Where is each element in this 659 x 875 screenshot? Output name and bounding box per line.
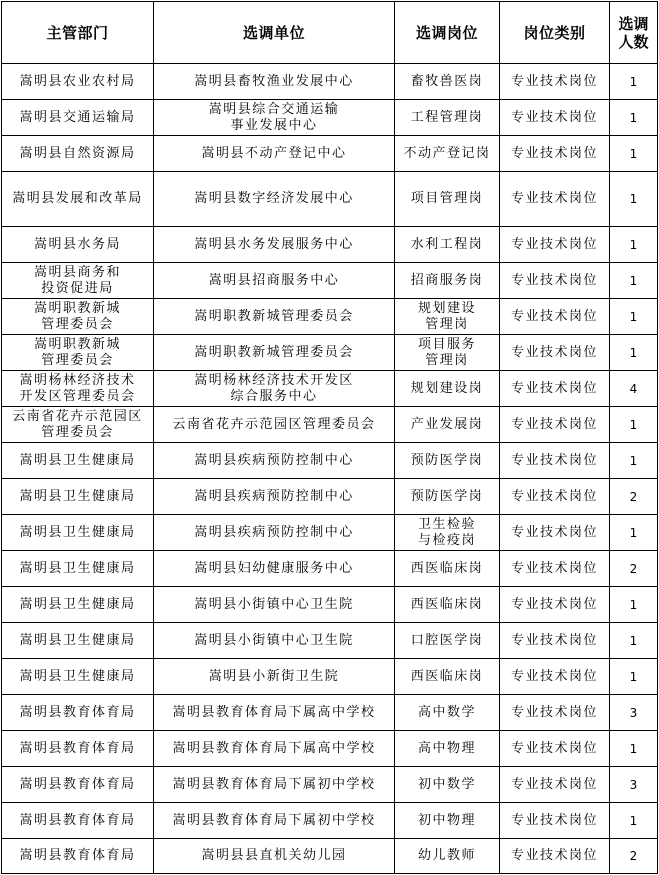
cell-unit	[154, 299, 395, 335]
cell-position-line: 预防医学岗	[410, 452, 484, 468]
table-row	[2, 227, 658, 263]
cell-department	[2, 515, 154, 551]
table-row	[2, 371, 658, 407]
table-row	[2, 659, 658, 695]
cell-position	[395, 803, 500, 839]
cell-count: 2	[610, 839, 658, 874]
cell-department-line: 嵩明县教育体育局	[19, 848, 136, 863]
cell-position-line: 管理岗	[425, 352, 469, 368]
cell-category: 专业技术岗位	[500, 551, 610, 587]
cell-position	[395, 551, 500, 587]
cell-unit	[154, 731, 395, 767]
cell-position	[395, 136, 500, 172]
cell-unit-line: 综合服务中心	[230, 388, 318, 404]
cell-unit	[154, 172, 395, 227]
cell-department-line: 嵩明县教育体育局	[19, 812, 136, 828]
cell-position	[395, 695, 500, 731]
cell-position-line: 规划建设	[417, 300, 476, 316]
header-row	[2, 2, 658, 64]
cell-department-line: 嵩明县教育体育局	[19, 776, 136, 792]
cell-department	[2, 227, 154, 263]
cell-department	[2, 551, 154, 587]
cell-department	[2, 407, 154, 443]
cell-department-line: 管理委员会	[41, 316, 114, 332]
cell-unit	[154, 803, 395, 839]
cell-position	[395, 587, 500, 623]
cell-unit-line: 嵩明县小新街卫生院	[208, 668, 340, 684]
cell-position	[395, 731, 500, 767]
cell-position	[395, 172, 500, 227]
cell-unit	[154, 227, 395, 263]
cell-unit	[154, 443, 395, 479]
cell-category: 专业技术岗位	[500, 64, 610, 100]
cell-position-line: 招商服务岗	[410, 272, 484, 288]
cell-category: 专业技术岗位	[500, 587, 610, 623]
cell-position-line: 口腔医学岗	[410, 632, 484, 648]
cell-unit	[154, 587, 395, 623]
cell-department-line: 嵩明县教育体育局	[19, 704, 136, 720]
cell-category: 专业技术岗位	[500, 803, 610, 839]
cell-department	[2, 371, 154, 407]
cell-unit	[154, 623, 395, 659]
cell-count: 1	[610, 587, 658, 623]
cell-category: 专业技术岗位	[500, 767, 610, 803]
cell-count: 1	[610, 407, 658, 443]
cell-unit-line: 嵩明县小街镇中心卫生院	[194, 596, 354, 612]
cell-category: 专业技术岗位	[500, 839, 610, 874]
cell-position	[395, 479, 500, 515]
cell-count: 3	[610, 767, 658, 803]
cell-department-line: 嵩明县教育体育局	[19, 740, 136, 756]
table-row	[2, 479, 658, 515]
recruitment-table	[1, 1, 658, 874]
cell-count: 1	[610, 731, 658, 767]
cell-unit-line: 嵩明杨林经济技术开发区	[194, 372, 354, 388]
cell-unit-line: 嵩明职教新城管理委员会	[194, 308, 354, 324]
cell-position-line: 项目服务	[417, 336, 476, 352]
cell-position	[395, 623, 500, 659]
cell-count: 2	[610, 479, 658, 515]
cell-unit-line: 嵩明县不动产登记中心	[201, 145, 347, 161]
cell-position-line: 项目管理岗	[410, 191, 484, 206]
cell-category: 专业技术岗位	[500, 136, 610, 172]
cell-unit	[154, 64, 395, 100]
header-count-line2: 人数	[618, 32, 649, 51]
cell-unit-line: 嵩明职教新城管理委员会	[194, 344, 354, 360]
table-row	[2, 443, 658, 479]
cell-category: 专业技术岗位	[500, 227, 610, 263]
cell-category: 专业技术岗位	[500, 695, 610, 731]
header-department: 主管部门	[2, 2, 154, 64]
cell-department-line: 投资促进局	[41, 280, 114, 296]
cell-category: 专业技术岗位	[500, 623, 610, 659]
cell-position-line: 产业发展岗	[410, 416, 484, 432]
cell-count: 4	[610, 371, 658, 407]
table-row	[2, 100, 658, 136]
cell-category: 专业技术岗位	[500, 263, 610, 299]
cell-department-line: 嵩明杨林经济技术	[19, 372, 136, 388]
cell-department-line: 嵩明县发展和改革局	[12, 191, 143, 206]
cell-unit-line: 嵩明县水务发展服务中心	[194, 236, 354, 252]
table-row	[2, 623, 658, 659]
cell-count: 1	[610, 136, 658, 172]
cell-count: 3	[610, 695, 658, 731]
cell-unit	[154, 839, 395, 874]
cell-category: 专业技术岗位	[500, 731, 610, 767]
cell-department-line: 嵩明县卫生健康局	[19, 488, 136, 504]
cell-position-line: 初中物理	[417, 812, 476, 828]
table-row	[2, 695, 658, 731]
cell-department	[2, 100, 154, 136]
cell-unit-line: 嵩明县县直机关幼儿园	[201, 848, 347, 863]
cell-position-line: 高中数学	[417, 704, 476, 720]
cell-unit	[154, 695, 395, 731]
cell-position-line: 幼儿教师	[417, 848, 476, 863]
table-row	[2, 64, 658, 100]
cell-department	[2, 443, 154, 479]
cell-department-line: 嵩明县卫生健康局	[19, 632, 136, 648]
cell-position-line: 管理岗	[425, 316, 469, 332]
cell-unit-line: 嵩明县疾病预防控制中心	[194, 524, 354, 540]
table-row	[2, 407, 658, 443]
cell-position	[395, 263, 500, 299]
cell-unit-line: 嵩明县疾病预防控制中心	[194, 452, 354, 468]
cell-unit-line: 嵩明县综合交通运输	[208, 101, 340, 117]
table-row	[2, 335, 658, 371]
cell-count: 1	[610, 803, 658, 839]
cell-unit-line: 嵩明县数字经济发展中心	[194, 191, 354, 206]
cell-department-line: 嵩明县商务和	[33, 264, 121, 280]
cell-department-line: 嵩明县交通运输局	[19, 109, 136, 125]
cell-position	[395, 839, 500, 874]
cell-category: 专业技术岗位	[500, 479, 610, 515]
header-unit: 选调单位	[154, 2, 395, 64]
cell-position-line: 初中数学	[417, 776, 476, 792]
cell-category: 专业技术岗位	[500, 172, 610, 227]
cell-department	[2, 839, 154, 874]
table-row	[2, 551, 658, 587]
cell-category: 专业技术岗位	[500, 100, 610, 136]
table-row	[2, 767, 658, 803]
cell-unit-line: 嵩明县疾病预防控制中心	[194, 488, 354, 504]
cell-unit-line: 嵩明县小街镇中心卫生院	[194, 632, 354, 648]
cell-unit	[154, 479, 395, 515]
cell-position-line: 畜牧兽医岗	[410, 73, 484, 89]
cell-department-line: 开发区管理委员会	[19, 388, 136, 404]
cell-department-line: 嵩明县水务局	[33, 236, 121, 252]
cell-department	[2, 335, 154, 371]
cell-count: 1	[610, 172, 658, 227]
cell-position	[395, 299, 500, 335]
cell-department	[2, 767, 154, 803]
cell-count: 1	[610, 623, 658, 659]
cell-count: 1	[610, 299, 658, 335]
cell-position-line: 水利工程岗	[410, 236, 484, 252]
cell-count: 1	[610, 443, 658, 479]
cell-position	[395, 515, 500, 551]
cell-department	[2, 587, 154, 623]
cell-department	[2, 64, 154, 100]
table-row	[2, 172, 658, 227]
cell-unit-line: 嵩明县教育体育局下属初中学校	[172, 776, 376, 792]
cell-position-line: 高中物理	[417, 740, 476, 756]
cell-department-line: 云南省花卉示范园区	[12, 408, 143, 424]
cell-position-line: 规划建设岗	[410, 380, 484, 396]
table-row	[2, 136, 658, 172]
cell-position	[395, 407, 500, 443]
cell-position	[395, 227, 500, 263]
cell-unit-line: 嵩明县妇幼健康服务中心	[194, 560, 354, 576]
cell-count: 1	[610, 263, 658, 299]
cell-position	[395, 443, 500, 479]
cell-department-line: 管理委员会	[41, 352, 114, 368]
cell-department	[2, 695, 154, 731]
cell-department	[2, 731, 154, 767]
table-body	[2, 64, 658, 874]
cell-unit	[154, 659, 395, 695]
cell-position-line: 西医临床岗	[410, 560, 484, 576]
cell-unit-line: 嵩明县教育体育局下属初中学校	[172, 812, 376, 828]
cell-unit-line: 事业发展中心	[230, 117, 318, 133]
cell-count: 1	[610, 659, 658, 695]
cell-unit	[154, 263, 395, 299]
cell-category: 专业技术岗位	[500, 659, 610, 695]
cell-unit	[154, 100, 395, 136]
cell-department	[2, 263, 154, 299]
cell-position-line: 与检疫岗	[417, 532, 476, 548]
table-row	[2, 803, 658, 839]
cell-position-line: 西医临床岗	[410, 668, 484, 684]
table-row	[2, 299, 658, 335]
cell-unit	[154, 371, 395, 407]
table-row	[2, 839, 658, 874]
cell-department	[2, 659, 154, 695]
cell-unit-line: 云南省花卉示范园区管理委员会	[172, 416, 376, 432]
cell-count: 1	[610, 64, 658, 100]
cell-position	[395, 335, 500, 371]
header-count	[610, 2, 658, 64]
cell-count: 1	[610, 227, 658, 263]
cell-department-line: 嵩明县卫生健康局	[19, 524, 136, 540]
cell-unit	[154, 407, 395, 443]
cell-department	[2, 172, 154, 227]
cell-department-line: 管理委员会	[41, 424, 114, 440]
header-position: 选调岗位	[395, 2, 500, 64]
cell-category: 专业技术岗位	[500, 371, 610, 407]
header-count-line1: 选调	[618, 14, 649, 33]
cell-unit-line: 嵩明县教育体育局下属高中学校	[172, 704, 376, 720]
cell-department-line: 嵩明县卫生健康局	[19, 668, 136, 684]
cell-department-line: 嵩明职教新城	[33, 336, 121, 352]
cell-department	[2, 623, 154, 659]
cell-unit	[154, 551, 395, 587]
cell-department-line: 嵩明县卫生健康局	[19, 560, 136, 576]
cell-position	[395, 767, 500, 803]
cell-category: 专业技术岗位	[500, 515, 610, 551]
cell-count: 1	[610, 335, 658, 371]
cell-count: 1	[610, 515, 658, 551]
cell-position	[395, 371, 500, 407]
cell-unit	[154, 335, 395, 371]
cell-department	[2, 803, 154, 839]
cell-unit-line: 嵩明县畜牧渔业发展中心	[194, 73, 354, 89]
header-category: 岗位类别	[500, 2, 610, 64]
cell-department-line: 嵩明县卫生健康局	[19, 596, 136, 612]
cell-count: 1	[610, 100, 658, 136]
cell-position-line: 西医临床岗	[410, 596, 484, 612]
table-row	[2, 263, 658, 299]
cell-position-line: 工程管理岗	[410, 109, 484, 125]
cell-unit	[154, 767, 395, 803]
cell-department-line: 嵩明职教新城	[33, 300, 121, 316]
cell-category: 专业技术岗位	[500, 407, 610, 443]
table-row	[2, 587, 658, 623]
cell-position	[395, 100, 500, 136]
cell-category: 专业技术岗位	[500, 443, 610, 479]
cell-category: 专业技术岗位	[500, 335, 610, 371]
table-row	[2, 731, 658, 767]
cell-department-line: 嵩明县农业农村局	[19, 73, 136, 89]
cell-unit-line: 嵩明县招商服务中心	[208, 272, 340, 288]
cell-unit	[154, 136, 395, 172]
cell-position	[395, 64, 500, 100]
cell-department-line: 嵩明县卫生健康局	[19, 452, 136, 468]
cell-department	[2, 136, 154, 172]
cell-department	[2, 479, 154, 515]
cell-department	[2, 299, 154, 335]
cell-position-line: 预防医学岗	[410, 488, 484, 504]
cell-unit-line: 嵩明县教育体育局下属高中学校	[172, 740, 376, 756]
cell-unit	[154, 515, 395, 551]
cell-position-line: 不动产登记岗	[403, 145, 491, 161]
cell-position	[395, 659, 500, 695]
cell-category: 专业技术岗位	[500, 299, 610, 335]
cell-count: 2	[610, 551, 658, 587]
cell-position-line: 卫生检验	[417, 516, 476, 532]
cell-department-line: 嵩明县自然资源局	[19, 145, 136, 161]
table-row	[2, 515, 658, 551]
